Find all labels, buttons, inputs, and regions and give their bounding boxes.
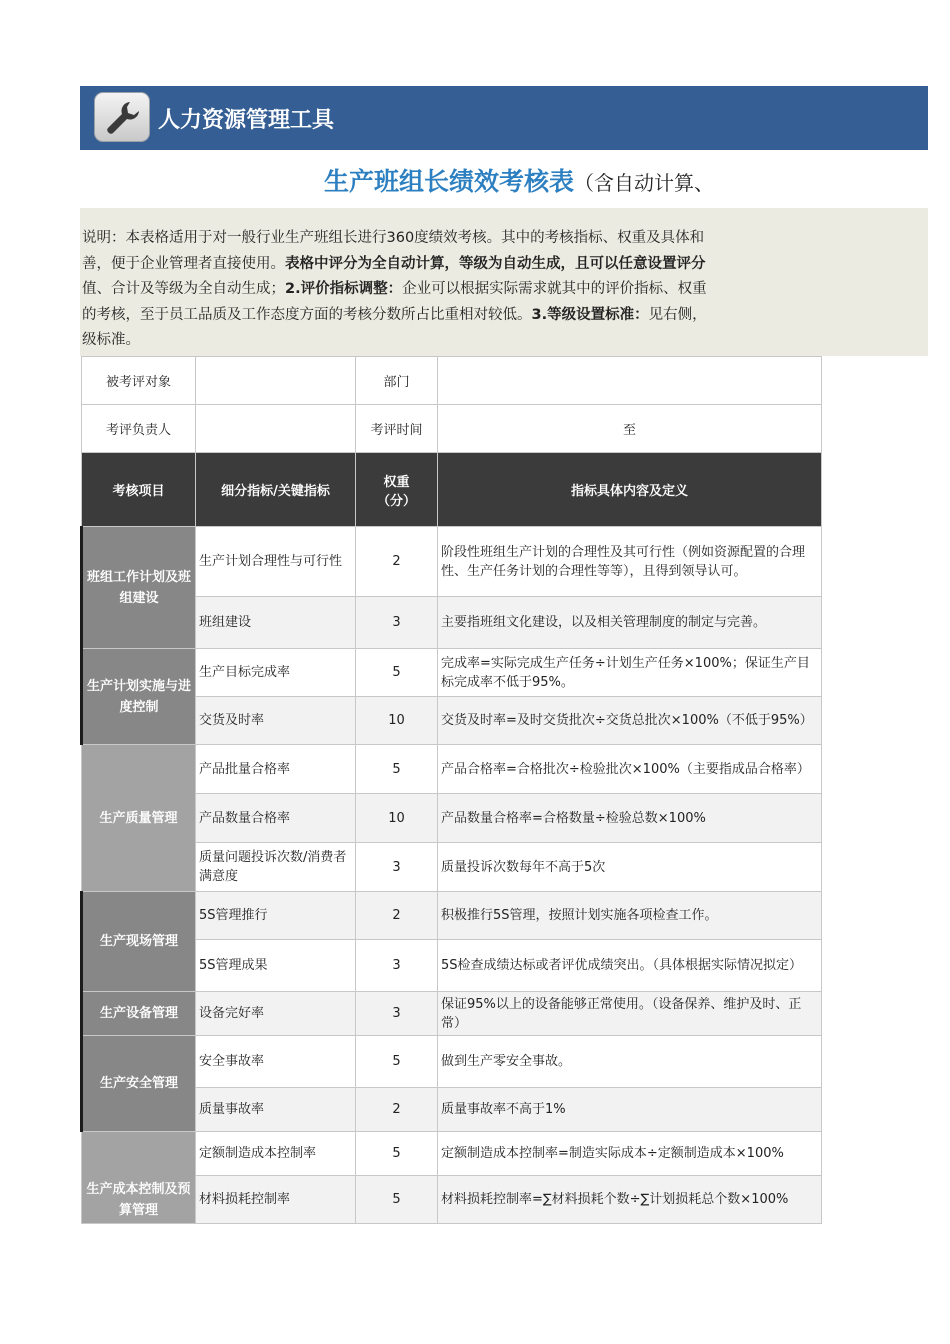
category-cell: 生产质量管理 <box>82 745 196 892</box>
description-text: 级标准。 <box>82 332 140 348</box>
definition-cell: 质量事故率不高于1% <box>438 1088 822 1132</box>
info-row-subject <box>82 357 822 405</box>
definition-cell: 定额制造成本控制率=制造实际成本÷定额制造成本×100% <box>438 1132 822 1176</box>
definition-cell: 产品数量合格率=合格数量÷检验总数×100% <box>438 794 822 843</box>
weight-cell: 2 <box>356 1088 438 1132</box>
indicator-cell: 定额制造成本控制率 <box>196 1132 356 1176</box>
category-cell: 生产现场管理 <box>82 892 196 992</box>
document-title-sub: （含自动计算、 <box>574 171 715 195</box>
dept-value-cell[interactable] <box>438 357 822 405</box>
indicator-cell: 交货及时率 <box>196 697 356 745</box>
category-cell: 班组工作计划及班组建设 <box>82 527 196 649</box>
app-header-bar <box>80 86 928 150</box>
indicator-cell: 生产目标完成率 <box>196 649 356 697</box>
description-line <box>82 226 928 252</box>
weight-cell: 5 <box>356 1036 438 1088</box>
table-row <box>82 1036 822 1088</box>
indicator-cell: 设备完好率 <box>196 992 356 1036</box>
evaluation-table <box>80 356 822 1224</box>
weight-cell: 3 <box>356 597 438 649</box>
info-row-manager <box>82 405 822 453</box>
indicator-cell: 产品批量合格率 <box>196 745 356 794</box>
weight-cell: 3 <box>356 992 438 1036</box>
description-text: 善，便于企业管理者直接使用。 <box>82 255 285 272</box>
description-text: 值、合计及等级为全自动生成； <box>82 281 285 297</box>
description-line <box>82 277 928 303</box>
description-text: 企业可以根据实际需求就其中的评价指标、权重 <box>402 281 707 297</box>
subject-label: 被考评对象 <box>82 357 196 405</box>
description-text: 的考核，至于员工品质及工作态度方面的考核分数所占比重相对较低。 <box>82 306 532 323</box>
col-header-item: 考核项目 <box>82 453 196 527</box>
description-bold-text: 2.评价指标调整： <box>285 281 403 297</box>
category-cell: 生产设备管理 <box>82 992 196 1036</box>
weight-cell: 5 <box>356 1176 438 1224</box>
description-line <box>82 328 928 354</box>
weight-cell: 5 <box>356 649 438 697</box>
col-header-weight-line1: 权重 <box>383 474 410 490</box>
manager-value-cell[interactable] <box>196 405 356 453</box>
document-title-main: 生产班组长绩效考核表 <box>324 167 575 196</box>
weight-cell: 10 <box>356 697 438 745</box>
time-label: 考评时间 <box>356 405 438 453</box>
description-bold-text: 表格中评分为全自动计算，等级为自动生成，且可以任意设置评分 <box>285 255 706 272</box>
category-cell: 生产成本控制及预算管理 <box>82 1132 196 1224</box>
description-line <box>82 252 928 278</box>
table-header-row <box>82 453 822 527</box>
table-row <box>82 649 822 697</box>
subject-value-cell[interactable] <box>196 357 356 405</box>
table-row <box>82 892 822 940</box>
indicator-cell: 生产计划合理性与可行性 <box>196 527 356 597</box>
description-box <box>80 208 928 356</box>
definition-cell: 质量投诉次数每年不高于5次 <box>438 843 822 892</box>
definition-cell: 5S检查成绩达标或者评优成绩突出。（具体根据实际情况拟定） <box>438 940 822 992</box>
description-bold-text: 3.等级设置标准： <box>531 306 649 323</box>
indicator-cell: 产品数量合格率 <box>196 794 356 843</box>
indicator-cell: 质量问题投诉次数/消费者满意度 <box>196 843 356 892</box>
indicator-cell: 质量事故率 <box>196 1088 356 1132</box>
definition-cell: 保证95%以上的设备能够正常使用。（设备保养、维护及时、正常） <box>438 992 822 1036</box>
table-row <box>82 1132 822 1176</box>
description-text: 见右侧， <box>648 306 707 323</box>
col-header-indicator: 细分指标/关键指标 <box>196 453 356 527</box>
table-row <box>82 745 822 794</box>
weight-cell: 2 <box>356 892 438 940</box>
definition-cell: 材料损耗控制率=∑材料损耗个数÷∑计划损耗总个数×100% <box>438 1176 822 1224</box>
weight-cell: 3 <box>356 940 438 992</box>
category-cell: 生产安全管理 <box>82 1036 196 1132</box>
definition-cell: 做到生产零安全事故。 <box>438 1036 822 1088</box>
manager-label: 考评负责人 <box>82 405 196 453</box>
table-row <box>82 992 822 1036</box>
definition-cell: 交货及时率=及时交货批次÷交货总批次×100%（不低于95%） <box>438 697 822 745</box>
time-value-cell[interactable]: 至 <box>438 405 822 453</box>
weight-cell: 5 <box>356 745 438 794</box>
weight-cell: 2 <box>356 527 438 597</box>
indicator-cell: 安全事故率 <box>196 1036 356 1088</box>
document-title <box>324 162 928 204</box>
indicator-cell: 班组建设 <box>196 597 356 649</box>
dept-label: 部门 <box>356 357 438 405</box>
description-line <box>82 303 928 329</box>
definition-cell: 积极推行5S管理，按照计划实施各项检查工作。 <box>438 892 822 940</box>
wrench-icon <box>94 92 150 142</box>
table-row <box>82 527 822 597</box>
definition-cell: 主要指班组文化建设，以及相关管理制度的制定与完善。 <box>438 597 822 649</box>
weight-cell: 10 <box>356 794 438 843</box>
category-cell: 生产计划实施与进度控制 <box>82 649 196 745</box>
col-header-weight-line2: （分） <box>376 493 416 509</box>
indicator-cell: 5S管理推行 <box>196 892 356 940</box>
definition-cell: 产品合格率=合格批次÷检验批次×100%（主要指成品合格率） <box>438 745 822 794</box>
app-title: 人力资源管理工具 <box>158 108 335 133</box>
indicator-cell: 材料损耗控制率 <box>196 1176 356 1224</box>
weight-cell: 3 <box>356 843 438 892</box>
definition-cell: 阶段性班组生产计划的合理性及其可行性（例如资源配置的合理性、生产任务计划的合理性等等），且得到领导认可。 <box>438 527 822 597</box>
weight-cell: 5 <box>356 1132 438 1176</box>
col-header-weight <box>356 453 438 527</box>
indicator-cell: 5S管理成果 <box>196 940 356 992</box>
description-text: 说明：本表格适用于对一般行业生产班组长进行360度绩效考核。其中的考核指标、权重及具体和 <box>82 230 705 246</box>
definition-cell: 完成率=实际完成生产任务÷计划生产任务×100%；保证生产目标完成率不低于95%。 <box>438 649 822 697</box>
col-header-definition: 指标具体内容及定义 <box>438 453 822 527</box>
